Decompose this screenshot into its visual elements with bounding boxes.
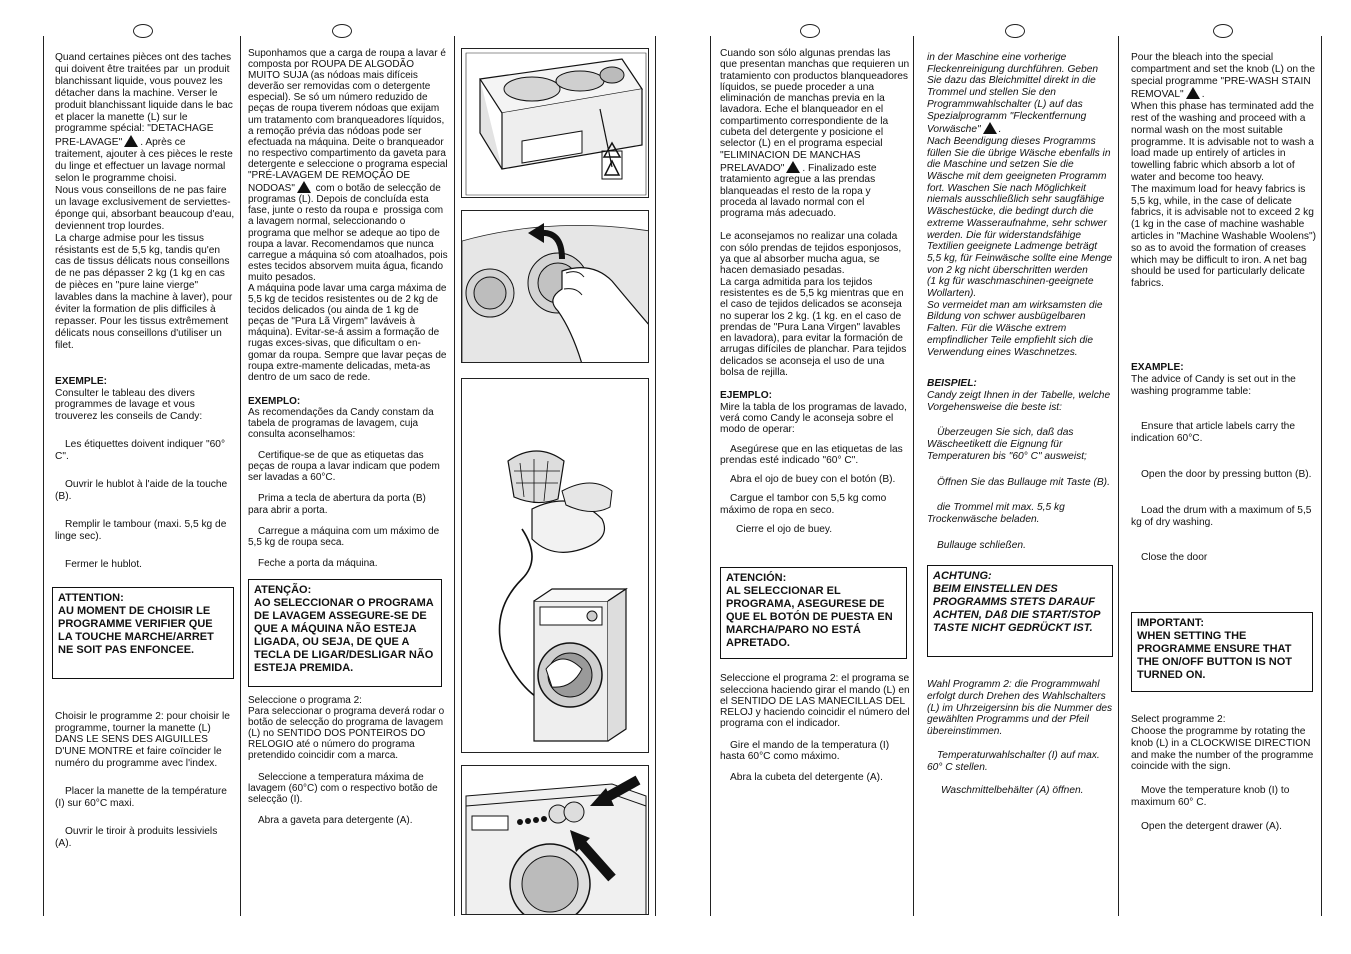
temperature-text: Placer la manette de la température (I) sur 60°C maxi. (55, 786, 230, 810)
step-labels: Ensure that article labels carry the indication 60°C. (1131, 421, 1298, 445)
step-open-door: Öffnen Sie das Bullauge mit Taste (B). (937, 476, 1110, 488)
drawer-text: Abra la cubeta del detergente (A). (730, 772, 883, 784)
column-rule (1321, 36, 1322, 916)
warning-box: IMPORTANT: WHEN SETTING THE PROGRAMME ENSURE THAT THE ON/OFF BUTTON IS NOT TURNED ON. (1131, 612, 1313, 692)
load-text: La charge admise pour les tissus résistants est de 5,5 kg, tandis qu'en cas de tissus délicats nous conseillons de ne pas dépasser 2 kg (1 kg en cas de pièces en "pure laine vierge" lavables dans la machine à laver), pour éviter la formation de plis difficiles à repasser. Pour les tissus extrêmement délicats nous conseillons d'utiliser un filet. (55, 232, 236, 351)
programme-text: Seleccione o programa 2: Para seleccionar o programa deverá rodar o botão de selecção do programa de lavagem (L) no SENTIDO DOS PONTEIROS DO RELOGIO até o número do programa pretendido coincidir com a marca. (248, 694, 445, 762)
example-text: Mire la tabla de los programas de lavado, verá como Candy le aconseja sobre el modo de operar: (720, 401, 910, 436)
column-english (1131, 52, 1317, 832)
example-title: EXEMPLE: (55, 375, 108, 387)
programme-text: Wahl Programm 2: die Programmwahl erfolgt durch Drehen des Wahlschalters (L) im Uhrzeigersinn bis die Nummer des gewählten Programms und der Pfeil übereinstimmen. (927, 679, 1115, 738)
example-title: BEISPIEL: (927, 378, 977, 390)
drawer-text: Ouvrir le tiroir à produits lessiviels (A). (55, 825, 221, 849)
warning-triangle-icon (983, 122, 997, 134)
step-close-door: Bullauge schließen. (937, 539, 1026, 551)
column-spanish (720, 48, 913, 784)
drawer-text: Abra a gaveta para detergente (A). (258, 814, 413, 826)
advice-text: Le aconsejamos no realizar una colada con sólo prendas de tejidos esponjosos, ya que al absorber mucha agua, se hacen demasiado pesadas. (720, 231, 905, 277)
language-marker-fr (133, 24, 153, 38)
warning-triangle-icon (1186, 87, 1200, 99)
warning-box: ACHTUNG: BEIM EINSTELLEN DES PROGRAMMS STETS DARAUF ACHTEN, DAß DIE START/STOP TASTE NICHT GEDRÜCKT IST. (927, 565, 1113, 657)
column-rule (913, 36, 914, 916)
warning-triangle-icon (124, 135, 138, 147)
language-marker-de (1005, 24, 1025, 38)
step-open-door: Abra el ojo de buey con el botón (B). (730, 474, 896, 486)
temperature-text: Seleccione a temperatura máxima de lavagem (60°C) com o respectivo botão de selecção (I). (248, 771, 441, 805)
column-rule (710, 36, 711, 916)
step-load-drum: Cargue el tambor con 5,5 kg como máximo de ropa en seco. (720, 493, 890, 516)
control-panel-illustration (461, 765, 649, 915)
programme-text: Seleccione el programa 2: el programa se selecciona haciendo girar el mando (L) en el SENTIDO DE LAS MANECILLAS DEL RELOJ y haciendo coincidir el número del programa con el indicador. (720, 673, 913, 730)
warning-triangle-icon (297, 181, 311, 193)
column-portuguese (248, 48, 454, 826)
language-marker-en (1213, 24, 1233, 38)
step-close-door: Fermer le hublot. (65, 558, 143, 570)
intro-text: Suponhamos que a carga de roupa a lavar é composta por ROUPA DE ALGODÃO MUITO SUJA (as nódoas mais difíceis deverão ser removidas com o detergente especial). Se só um número reduzido de peças de roupa tiverem nódoas que exijam um tratamento com branqueadores líquidos, a remoção prévia das nódoas pode ser efectuada na máquina. Deite o branqueador no respectivo compartimento da gaveta para detergente e seleccione o programa especial "PRÉ-LAVAGEM DE REMOÇÃO DE NODOAS" com o botão de selecção de programas (L). Depois de concluída esta fase, junte o resto da roupa e prossiga com a lavagem normal, seleccionando o programa que melhor se adeque ao tipo de roupa a lavar. Recomendamos que nunca carregue a máquina só com atoalhados, pois estes tecidos absorvem muita água, ficando muito pesados. (248, 48, 454, 283)
column-german (927, 52, 1113, 797)
step-labels: Certifique-se de que as etiquetas das peças de roupa a lavar indicam que podem ser lavadas a 60°C. (248, 450, 443, 484)
step-open-door: Open the door by pressing button (B). (1141, 468, 1312, 480)
example-text: Candy zeigt Ihnen in der Tabelle, welche Vorgehensweise die beste ist: (927, 389, 1113, 413)
column-french (55, 52, 238, 850)
step-load-drum: Load the drum with a maximum of 5,5 kg of dry washing. (1131, 504, 1315, 528)
column-rule (454, 36, 455, 916)
drawer-text: Open the detergent drawer (A). (1141, 820, 1283, 832)
step-load-drum: Remplir le tambour (maxi. 5,5 kg de linge sec). (55, 518, 230, 542)
load-text: La carga admitida para los tejidos resistentes es de 5,5 kg mientras que en el caso de tejidos delicados se aconseja no superar los 2 kg. (1 kg. en el caso de prendas de "Pura Lana Virgen" lavables en lavadora), para evitar la formación de arrugas difíciles de planchar. Para tejidos delicados se aconseja el uso de una bolsa de rejilla. (720, 276, 910, 379)
step-labels: Asegúrese que en las etiquetas de las prendas esté indicado "60° C". (720, 443, 906, 466)
step-load-drum: Carregue a máquina com um máximo de 5,5 kg de roupa seca. (248, 525, 442, 548)
warning-triangle-icon (786, 161, 800, 173)
column-rule (1118, 36, 1119, 916)
example-text: As recomendações da Candy constam da tabela de programas de lavagem, cuja consulta aconselhamos: (248, 406, 437, 441)
example-title: EJEMPLO: (720, 390, 773, 402)
warning-box: ATENCIÓN: AL SELECCIONAR EL PROGRAMA, ASEGURESE DE QUE EL BOTÓN DE PUESTA EN MARCHA/PARO NO ESTÁ APRETADO. (720, 567, 907, 659)
step-close-door: Cierre el ojo de buey. (736, 523, 833, 535)
language-marker-pt (332, 24, 352, 38)
drawer-text: Waschmittelbehälter (A) öffnen. (941, 785, 1084, 797)
step-open-door: Ouvrir le hublot à l'aide de la touche (B). (55, 479, 231, 502)
column-rule (240, 36, 241, 916)
step-close-door: Close the door (1141, 552, 1208, 564)
temperature-text: Gire el mando de la temperatura (I) hasta 60°C como máximo. (720, 739, 892, 763)
language-marker-es (800, 24, 820, 38)
column-rule (655, 36, 656, 916)
temperature-text: Temperaturwahlschalter (I) auf max. 60° C stellen. (927, 749, 1103, 773)
intro-text: Cuando son sólo algunas prendas las que presentan manchas que requieren un tratamiento con productos blanqueadores líquidos, se puede proceder a una eliminación de manchas previa en la lavadora. Eche el blanqueador en el compartimento correspondiente de la cubeta del detergente y posicione el selector (L) en el programa especial "ELIMINACION DE MANCHAS PRELAVADO" . Finalizado este tratamiento agregue a las prendas blanqueadas el resto de la ropa y proceda al lavado normal con el programa más adecuado. (720, 48, 913, 220)
programme-text: Select programme 2: Choose the programme by rotating the knob (L) in a CLOCKWISE DIRECTION and make the number of the programme coincide with the sign. (1131, 714, 1314, 773)
temperature-text: Move the temperature knob (I) to maximum 60° C. (1131, 785, 1293, 808)
warning-box: ATTENTION: AU MOMENT DE CHOISIR LE PROGRAMME VERIFIER QUE LA TOUCHE MARCHE/ARRET NE SOIT PAS ENFONCEE. (52, 587, 234, 679)
advice-text: Nous vous conseillons de ne pas faire un lavage exclusivement de serviettes-éponge qui, absorbant beaucoup d'eau, deviennent trop lourdes. (55, 184, 238, 232)
loading-laundry-illustration (461, 378, 649, 753)
knob-turning-illustration (461, 210, 649, 363)
intro-text: Quand certaines pièces ont des taches qui doivent être traitées par un produit blanchissant liquide, vous pouvez les détacher dans la machine. Verser le produit blanchissant liquide dans le bac et placer la manette (L) sur le programme spécial: "DETACHAGE PRE-LAVAGE" . Après ce traitement, ajouter à ces pièces le reste du linge et effectuer un lavage normal selon le programme choisi. (55, 52, 236, 185)
example-title: EXAMPLE: (1131, 361, 1184, 373)
step-open-door: Prima a tecla de abertura da porta (B) para abrir a porta. (248, 493, 429, 516)
programme-text: Choisir le programme 2: pour choisir le programme, tourner la manette (L) DANS LE SENS DES AIGUILLES D'UNE MONTRE et faire coïncider le numéro du programme avec l'index. (55, 710, 233, 770)
column-rule (43, 36, 44, 916)
step-labels: Überzeugen Sie sich, daß das Wäscheetikett die Eignung für Temperaturen bis "60° C" ausweist; (927, 427, 1087, 462)
example-title: EXEMPLO: (248, 395, 301, 407)
load-text: A máquina pode lavar uma carga máxima de 5,5 kg de tecidos resistentes ou de 2 kg de tecidos delicados (ou ainda de 1 kg de peças de "Pura Lã Virgem" laváveis à máquina). Evitar-se-á assim a formação de rugas exces-sivas, que dificultam o en-gomar da roupa. Sempre que lavar peças de roupa extre-mamente delicadas, meta-as dentro de um saco de rede. (248, 282, 450, 383)
example-text: The advice of Candy is set out in the washing programme table: (1131, 373, 1299, 397)
step-labels: Les étiquettes doivent indiquer "60° C". (55, 439, 228, 463)
warning-box: ATENÇÃO: AO SELECCIONAR O PROGRAMA DE LAVAGEM ASSEGURE-SE DE QUE A MÁQUINA NÃO ESTEJA LIGADA, OU SEJA, DE QUE A TECLA DE LIGAR/DESLIGAR NÃO ESTEJA PREMIDA. (248, 579, 442, 687)
intro-text: Pour the bleach into the special compartment and set the knob (L) on the special programme "PRE-WASH STAIN REMOVAL" . When this phase has terminated add the rest of the washing and proceed with a normal wash on the most suitable programme. It is advisable not to wash a load made up entirely of articles in towelling fabric which absorb a lot of water and become too heavy. The maximum load for heavy fabrics is 5,5 kg, while, in the case of delicate fabrics, it is advisable not to exceed 2 kg (1 kg in the case of machine washable articles in "Machine Washable Woolens") so as to avoid the formation of creases which may be difficult to iron. A net bag should be used for particularly delicate fabrics. (1131, 52, 1318, 290)
detergent-drawer-illustration (461, 48, 649, 198)
example-text: Consulter le tableau des divers programmes de lavage et vous trouverez les conseils de Candy: (55, 387, 203, 423)
step-close-door: Feche a porta da máquina. (258, 557, 378, 569)
intro-text: in der Maschine eine vorherige Fleckenreinigung durchführen. Geben Sie dazu das Bleichmittel direkt in die Trommel und stellen Sie den Programmwahlschalter (L) auf das Spezialprogramm "Fleckentfernung Vorwäsche" . Nach Beendigung dieses Programms füllen Sie die übrige Wäsche ebenfalls in die Maschine und setzen Sie die Wäsche mit dem geeigneten Programm fort. Waschen Sie nach Möglichkeit niemals ausschließlich sehr saugfähige Wäschestücke, die bedingt durch die extreme Wasseraufnahme, sehr schwer werden. Die für widerstandsfähige Textilien geeignete Ladmenge beträgt 5,5 kg, für Feinwäsche sollte eine Menge von 2 kg nicht überschritten werden (1 kg für waschmaschinen-geeignete Wollarten). So vermeidet man am wirksamsten die Bildung von schwer ausbügelbaren Falten. Für die Wäsche extrem empfindlicher Teile empfiehlt sich die Verwendung eines Waschnetzes. (927, 52, 1113, 358)
step-load-drum: die Trommel mit max. 5,5 kg Trockenwäsche beladen. (927, 502, 1068, 525)
